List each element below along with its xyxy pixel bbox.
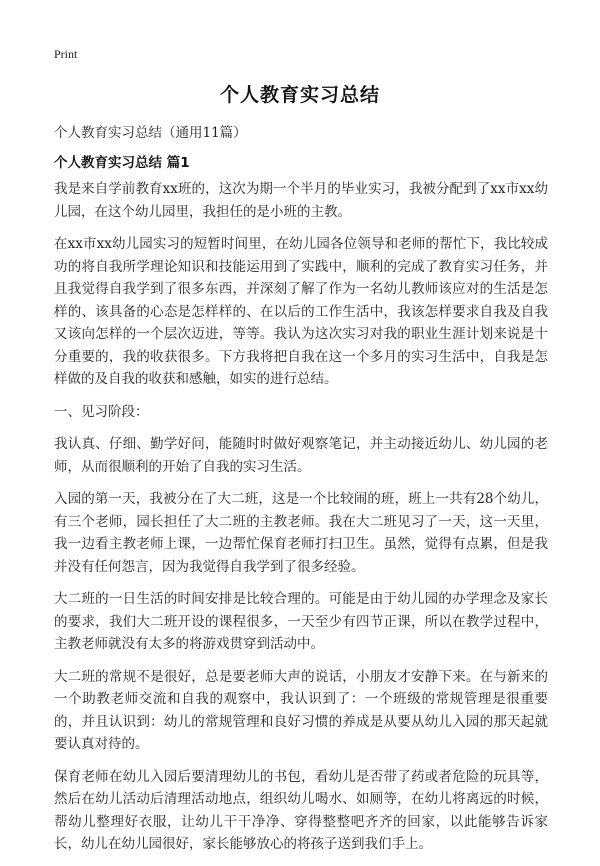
paragraph: 一、见习阶段： bbox=[54, 403, 149, 420]
document-title: 个人教育实习总结 bbox=[219, 84, 380, 106]
paragraph: 保育老师在幼儿入园后要清理幼儿的书包，看幼儿是否带了药或者危险的玩具等，然后在幼儿活动后清理活动地点，组织幼儿喝水、如厕等，在幼儿将离远的时候，帮幼儿整理好衣服，让幼儿干干净净、穿得整整吧齐齐的回家，以此能够告诉家长，幼儿在幼儿园很好，家长能够放心的将孩子送到我们手上。 bbox=[54, 768, 548, 852]
section-heading: 个人教育实习总结 篇1 bbox=[54, 155, 190, 171]
print-link[interactable]: Print bbox=[54, 47, 78, 61]
document-body bbox=[54, 178, 548, 866]
paragraph: 大二班的常规不是很好，总是要老师大声的说话，小朋友才安静下来。在与新来的一个助教老师交流和自我的观察中，我认识到了：一个班级的常规管理是很重要的，并且认识到：幼儿的常规管理和良好习惯的养成是从要从幼儿入园的那天起就要认真对待的。 bbox=[54, 668, 548, 752]
paragraph: 在xx市xx幼儿园实习的短暂时间里，在幼儿园各位领导和老师的帮忙下，我比较成功的将自我所学理论知识和技能运用到了实践中，顺利的完成了教育实习任务，并且我觉得自我学到了很多东西，并深刻了解了作为一名幼儿教师该应对的生活是怎样的、该具备的心态是怎样样的、在以后的工作生活中，我该怎样要求自我及自我又该向怎样的一个层次迈进，等等。我认为这次实习对我的职业生涯计划来说是十分重要的，我的收获很多。下方我将把自我在这一个多月的实习生活中，自我是怎样做的及自我的收获和感触，如实的进行总结。 bbox=[54, 236, 548, 387]
paragraph: 入园的第一天，我被分在了大二班，这是一个比较闹的班，班上一共有28个幼儿，有三个老师，园长担任了大二班的主教老师。我在大二班见习了一天，这一天里，我一边看主教老师上课，一边帮忙保育老师打扫卫生。虽然，觉得有点累，但是我并没有任何怨言，因为我觉得自我学到了很多经验。 bbox=[54, 491, 548, 575]
document-subtitle: 个人教育实习总结（通用11篇） bbox=[54, 125, 247, 141]
paragraph: 大二班的一日生活的时间安排是比较合理的。可能是由于幼儿园的办学理念及家长的要求，我们大二班开设的课程很多，一天至少有四节正课，所以在教学过程中，主教老师就没有太多的将游戏贯穿到活动中。 bbox=[54, 591, 548, 652]
paragraph: 我认真、仔细、勤学好问，能随时时做好观察笔记，并主动接近幼儿、幼儿园的老师，从而很顺利的开始了自我的实习生活。 bbox=[54, 436, 548, 475]
paragraph: 我是来自学前教育xx班的，这次为期一个半月的毕业实习，我被分配到了xx市xx幼儿园，在这个幼儿园里，我担任的是小班的主教。 bbox=[54, 181, 548, 220]
